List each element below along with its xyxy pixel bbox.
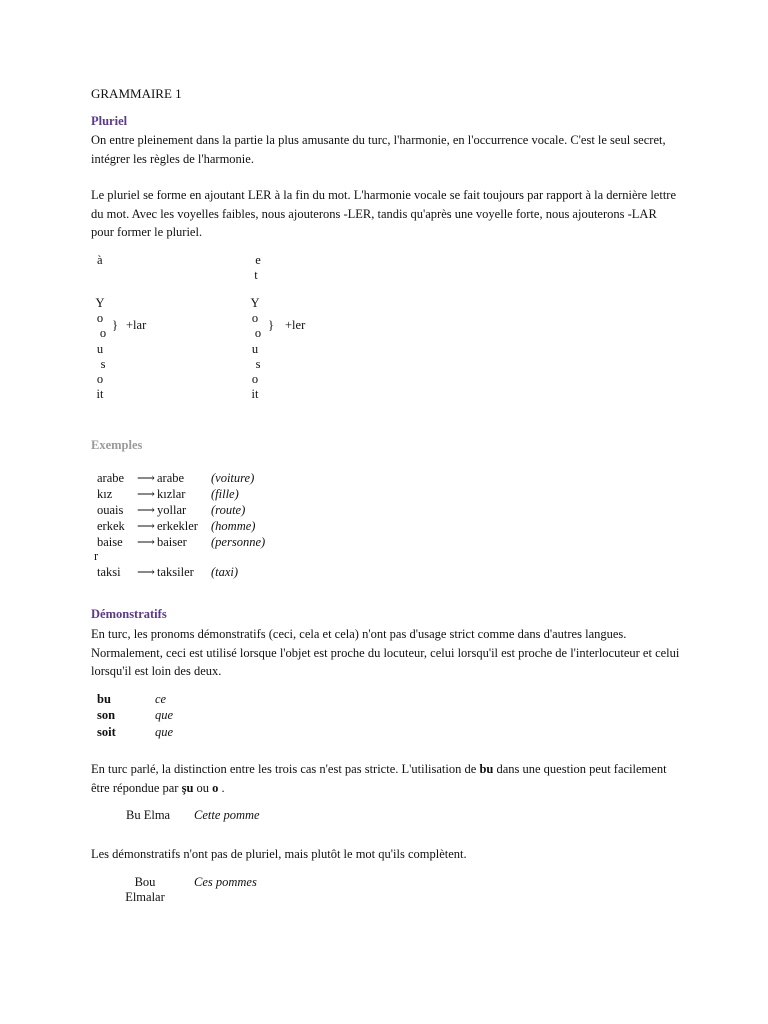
example-gloss: (voiture) xyxy=(211,470,255,485)
example-gloss: (fille) xyxy=(211,486,239,501)
right-vowel-6: it xyxy=(251,387,259,402)
demonstratifs-intro-paragraph: En turc, les pronoms démonstratifs (ceci, cela et cela) n'ont pas d'usage strict comme dans d'autres langues. Normalement, ceci est utilisé lorsque l'objet est proche du locuteur, celui lorsqu'il est proche de l'interlocuteur et celui lorsqu'il est loin des deux. xyxy=(91,627,680,678)
demonstrative-row xyxy=(97,724,173,741)
example-row-last xyxy=(97,564,238,580)
example-word: baise xyxy=(97,534,123,549)
left-vowel-3: u xyxy=(96,341,104,356)
right-vowel-5: o xyxy=(251,372,259,387)
right-vowel-0: Y xyxy=(250,296,260,310)
example-plural: baiser xyxy=(157,534,187,549)
example-row xyxy=(97,518,265,534)
arrow-icon: ⟶ xyxy=(137,487,155,501)
example-row xyxy=(97,564,238,580)
keyword-o: o xyxy=(212,780,219,795)
right-top-letter-0: e xyxy=(255,253,261,267)
arrow-icon: ⟶ xyxy=(137,535,155,549)
right-top-letters xyxy=(250,253,262,283)
right-vowel-4: s xyxy=(255,356,261,371)
example-wrap-fragment: r xyxy=(94,549,99,563)
example-row xyxy=(97,470,265,486)
demonstrative-row xyxy=(97,691,173,708)
arrow-icon: ⟶ xyxy=(137,565,155,579)
example-gloss: (route) xyxy=(211,502,246,517)
example-row xyxy=(97,486,265,502)
left-vowel-2: o xyxy=(99,326,107,341)
arrow-icon: ⟶ xyxy=(137,519,155,533)
keyword-bu: bu xyxy=(479,762,494,776)
arrow-icon: ⟶ xyxy=(137,503,155,517)
left-vowel-5: o xyxy=(96,372,104,387)
pluriel-intro-paragraph: On entre pleinement dans la partie la plus amusante du turc, l'harmonie, en l'occurrence vocale. C'est le seul secret, intégrer les règles de l'harmonie. xyxy=(91,133,666,166)
example-word: arabe xyxy=(97,470,125,485)
right-suffix: +ler xyxy=(285,318,306,332)
example-ces-pommes: Ces pommes xyxy=(194,875,257,889)
pluriel-rule-paragraph: Le pluriel se forme en ajoutant LER à la fin du mot. L'harmonie vocale se fait toujours par rapport à la dernière lettre du mot. Avec les voyelles faibles, nous ajouterons -LER, tandis qu'après une voyelle forte, nous ajouterons -LAR pour former le pluriel. xyxy=(91,188,677,239)
example-plural: yollar xyxy=(157,502,187,517)
example-row xyxy=(97,502,265,518)
example-row xyxy=(97,534,265,550)
arrow-icon: ⟶ xyxy=(137,471,155,485)
example-gloss: (personne) xyxy=(211,534,266,549)
example-plural: taksiler xyxy=(157,564,194,579)
right-top-letter-1: t xyxy=(254,268,258,283)
example-cette-pomme: Cette pomme xyxy=(194,808,260,822)
section-heading-pluriel: Pluriel xyxy=(91,114,128,128)
example-plural: kızlar xyxy=(157,486,186,501)
demonstrative-french: ce xyxy=(155,691,167,706)
example-word: kız xyxy=(97,486,113,501)
spoken-text-c: ou xyxy=(193,780,213,795)
left-vowel-1: o xyxy=(96,311,104,326)
left-brace: } xyxy=(112,318,118,332)
section-heading-exemples: Exemples xyxy=(91,438,143,452)
left-top-letter: à xyxy=(97,253,103,267)
plural-demonstratives-paragraph: Les démonstratifs n'ont pas de pluriel, mais plutôt le mot qu'ils complètent. xyxy=(91,847,467,861)
right-vowel-column xyxy=(250,296,260,402)
right-brace: } xyxy=(268,318,274,332)
left-vowel-column xyxy=(95,296,105,402)
left-vowel-6: it xyxy=(96,387,104,402)
example-elmalar: Elmalar xyxy=(125,890,165,904)
left-vowel-4: s xyxy=(100,356,106,371)
demonstrative-turkish: soit xyxy=(97,724,116,739)
example-gloss: (homme) xyxy=(211,518,256,533)
spoken-text-a: En turc parlé, la distinction entre les trois cas n'est pas stricte. L'utilisation de xyxy=(91,762,480,776)
demonstrative-turkish: bu xyxy=(97,691,111,706)
demonstrative-french: que xyxy=(155,724,174,739)
spoken-turkish-paragraph xyxy=(91,760,681,797)
example-word: erkek xyxy=(97,518,125,533)
right-vowel-2: o xyxy=(254,326,262,341)
spoken-text-b: dans une question peut facilement être répondue par xyxy=(91,762,667,795)
demonstratives-table xyxy=(97,691,173,741)
demonstrative-french: que xyxy=(155,708,174,723)
section-heading-demonstratifs: Démonstratifs xyxy=(91,607,167,621)
example-plural: erkekler xyxy=(157,518,198,533)
example-word: taksi xyxy=(97,564,121,579)
left-vowel-0: Y xyxy=(95,296,105,310)
page-title: GRAMMAIRE 1 xyxy=(91,86,182,101)
examples-table xyxy=(97,470,265,550)
example-bou: Bou xyxy=(134,875,156,889)
demonstrative-row xyxy=(97,708,173,725)
right-vowel-3: u xyxy=(251,341,259,356)
demonstrative-turkish: son xyxy=(97,708,116,723)
example-word: ouais xyxy=(97,502,124,517)
right-vowel-1: o xyxy=(251,311,259,326)
left-suffix: +lar xyxy=(126,318,147,332)
example-gloss: (taxi) xyxy=(211,564,239,579)
example-plural: arabe xyxy=(157,470,185,485)
spoken-text-d: . xyxy=(218,780,225,795)
keyword-su: şu xyxy=(181,780,194,795)
example-bu-elma: Bu Elma xyxy=(126,808,171,822)
example-bou-elmalar xyxy=(123,875,167,905)
